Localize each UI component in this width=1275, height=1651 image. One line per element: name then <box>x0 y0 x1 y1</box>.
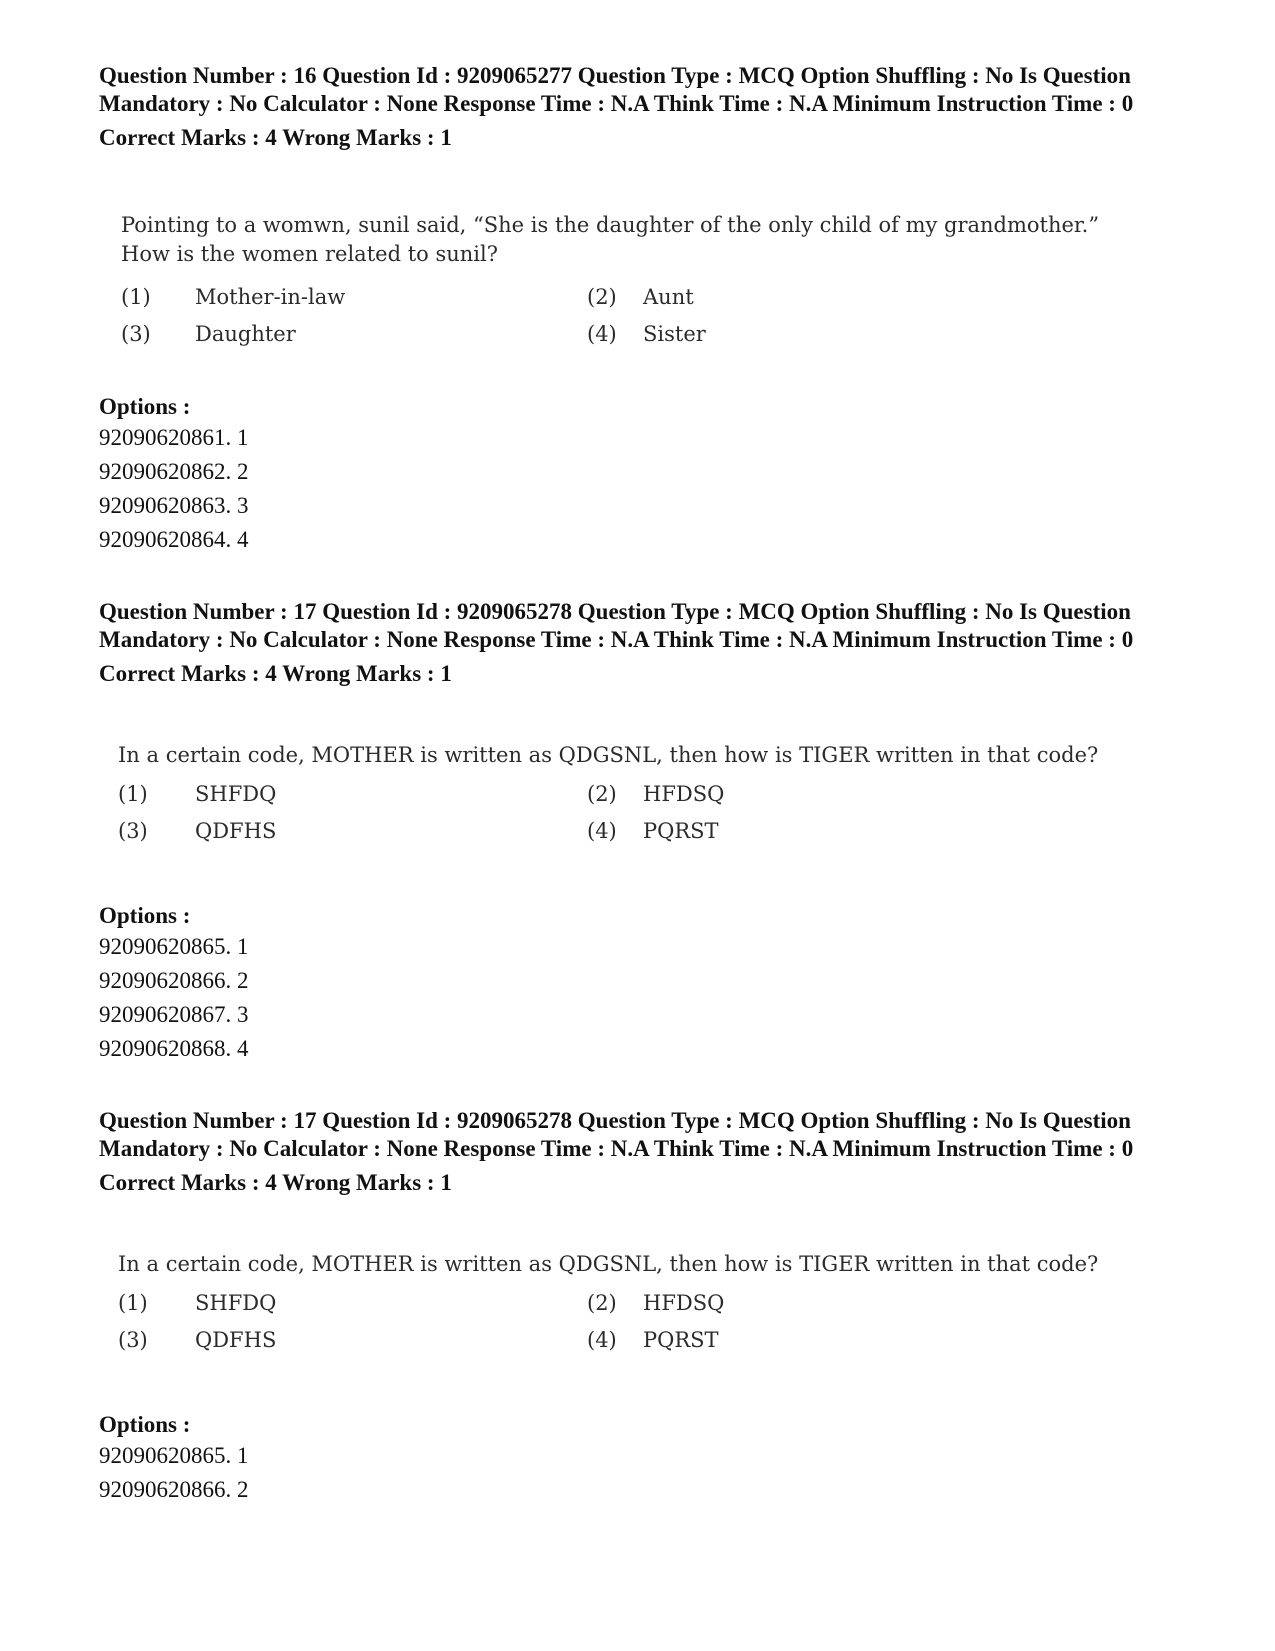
option-id-line: 92090620868. 4 <box>99 1036 249 1061</box>
question-text: Pointing to a womwn, sunil said, “She is the daughter of the only child of my grandmother.” How is the women related to sunil? <box>121 213 1100 266</box>
answer-choices <box>99 1289 1199 1355</box>
option-id-line: 92090620861. 1 <box>99 425 249 450</box>
choice-item <box>99 1289 587 1318</box>
option-id-line: 92090620867. 3 <box>99 1002 249 1027</box>
question-header-block <box>99 1107 1199 1197</box>
option-id-line: 92090620866. 2 <box>99 968 249 993</box>
choice-item <box>99 1326 587 1355</box>
options-label: Options : <box>99 394 191 419</box>
answer-choices <box>99 780 1199 846</box>
choice-label: Mother-in-law <box>195 285 346 309</box>
choice-item <box>587 1289 987 1318</box>
choice-label: Sister <box>643 322 706 346</box>
choice-item <box>99 780 587 809</box>
options-label: Options : <box>99 1412 191 1437</box>
choice-number: (4) <box>587 1328 617 1352</box>
choice-label: PQRST <box>643 819 719 843</box>
choice-label: SHFDQ <box>195 1291 277 1315</box>
option-id-line: 92090620864. 4 <box>99 527 249 552</box>
choice-number: (1) <box>118 1291 148 1315</box>
choice-number: (1) <box>121 285 151 309</box>
choice-number: (2) <box>587 1291 617 1315</box>
question-body <box>99 211 1199 349</box>
marks-line: Correct Marks : 4 Wrong Marks : 1 <box>99 1170 452 1195</box>
question-header: Question Number : 17 Question Id : 9209065278 Question Type : MCQ Option Shuffling : No Is Question Mandatory : No Calculator : None Response Time : N.A Think Time : N.A Minimum Instruction Time : 0 <box>99 599 1134 652</box>
marks-line: Correct Marks : 4 Wrong Marks : 1 <box>99 661 452 686</box>
option-id-line: 92090620866. 2 <box>99 1477 249 1502</box>
choice-number: (2) <box>587 782 617 806</box>
choice-number: (3) <box>118 1328 148 1352</box>
choice-label: QDFHS <box>195 1328 277 1352</box>
choice-label: QDFHS <box>195 819 277 843</box>
choice-label: Daughter <box>195 322 296 346</box>
choice-number: (1) <box>118 782 148 806</box>
question-header-block <box>99 598 1199 688</box>
choice-label: HFDSQ <box>643 782 725 806</box>
choice-item <box>99 320 587 349</box>
choice-item <box>587 1326 987 1355</box>
choice-label: HFDSQ <box>643 1291 725 1315</box>
choice-number: (3) <box>118 819 148 843</box>
question-header-block <box>99 62 1199 152</box>
answer-choices <box>99 283 1199 349</box>
question-text: In a certain code, MOTHER is written as QDGSNL, then how is TIGER written in that code? <box>118 1252 1099 1276</box>
option-id-line: 92090620863. 3 <box>99 493 249 518</box>
choice-item <box>99 283 587 312</box>
choice-item <box>587 817 987 846</box>
question-header: Question Number : 16 Question Id : 9209065277 Question Type : MCQ Option Shuffling : No Is Question Mandatory : No Calculator : None Response Time : N.A Think Time : N.A Minimum Instruction Time : 0 <box>99 63 1134 116</box>
marks-line: Correct Marks : 4 Wrong Marks : 1 <box>99 125 452 150</box>
question-text: In a certain code, MOTHER is written as QDGSNL, then how is TIGER written in that code? <box>118 743 1099 767</box>
option-id-line: 92090620862. 2 <box>99 459 249 484</box>
question-body <box>99 1250 1199 1355</box>
question-body <box>99 741 1199 846</box>
choice-item <box>587 780 987 809</box>
options-label: Options : <box>99 903 191 928</box>
options-block <box>99 393 1199 557</box>
options-block <box>99 1411 1199 1507</box>
option-id-line: 92090620865. 1 <box>99 934 249 959</box>
option-id-line: 92090620865. 1 <box>99 1443 249 1468</box>
choice-item <box>587 283 987 312</box>
choice-item <box>587 320 987 349</box>
choice-item <box>99 817 587 846</box>
question-header: Question Number : 17 Question Id : 9209065278 Question Type : MCQ Option Shuffling : No Is Question Mandatory : No Calculator : None Response Time : N.A Think Time : N.A Minimum Instruction Time : 0 <box>99 1108 1134 1161</box>
choice-number: (4) <box>587 322 617 346</box>
choice-number: (3) <box>121 322 151 346</box>
choice-number: (2) <box>587 285 617 309</box>
choice-label: PQRST <box>643 1328 719 1352</box>
options-block <box>99 902 1199 1066</box>
choice-label: SHFDQ <box>195 782 277 806</box>
choice-label: Aunt <box>643 285 694 309</box>
choice-number: (4) <box>587 819 617 843</box>
